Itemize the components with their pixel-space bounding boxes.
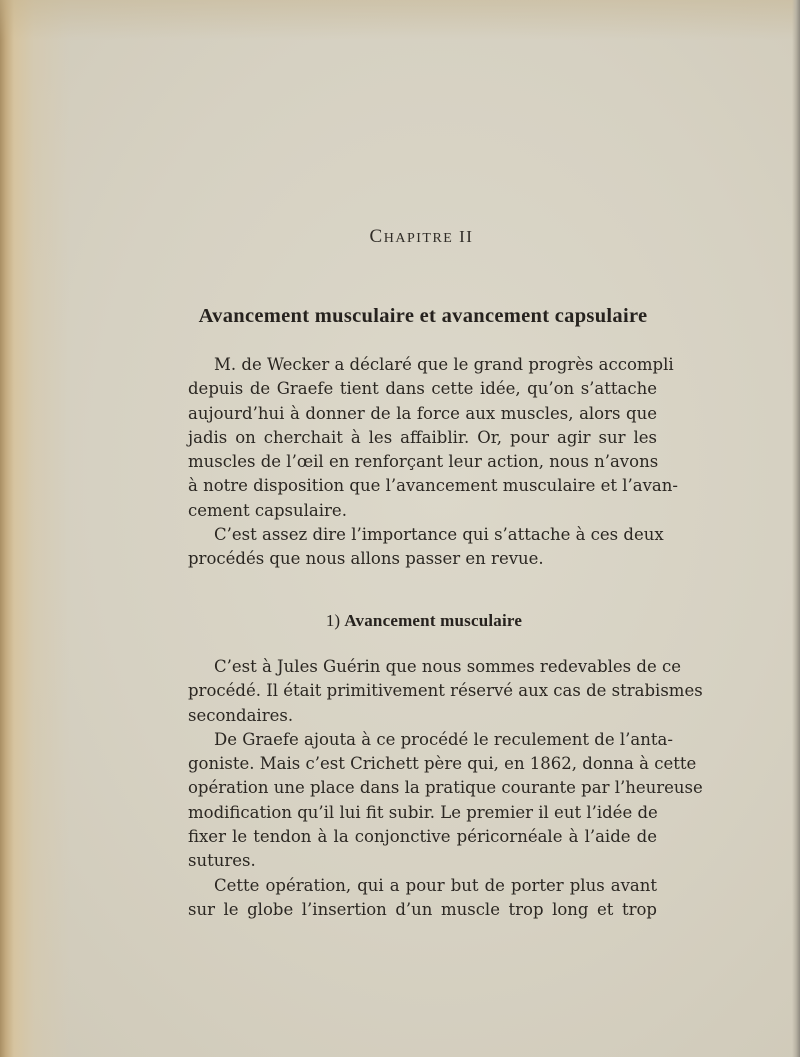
section-title: Avancement musculaire <box>344 611 523 630</box>
text-line: De Graefe ajouta à ce procédé le reculement de l’anta- <box>214 729 673 749</box>
chapter-numeral: II <box>459 227 474 246</box>
text-line: Cette opération, qui a pour but de porter plus avant <box>214 875 657 895</box>
text-line: procédé. Il était primitivement réservé aux cas de strabismes <box>188 681 703 701</box>
intro-text <box>188 353 678 572</box>
page-binding-shadow <box>0 0 70 1057</box>
page-top-shading <box>0 0 800 40</box>
chapter-heading <box>0 226 800 248</box>
section-heading <box>0 611 800 631</box>
text-line: depuis de Graefe tient dans cette idée, qu’on s’attache <box>188 379 657 399</box>
text-line: cement capsulaire. <box>188 500 347 520</box>
chapter-word: HAPITRE <box>383 231 454 246</box>
text-line: goniste. Mais c’est Crichett père qui, en 1862, donna à cette <box>188 754 697 774</box>
text-line: sutures. <box>188 851 256 871</box>
text-line: opération une place dans la pratique courante par l’heureuse <box>188 778 703 798</box>
text-line: M. de Wecker a déclaré que le grand progrès accompli <box>214 355 674 374</box>
text-line: sur le globe l’insertion d’un muscle trop long et trop <box>188 899 657 919</box>
text-line: procédés que nous allons passer en revue. <box>188 549 544 569</box>
text-line: C’est à Jules Guérin que nous sommes redevables de ce <box>214 657 681 676</box>
text-line: muscles de l’œil en renforçant leur action, nous n’avons <box>188 452 659 472</box>
page-right-edge <box>792 0 800 1057</box>
text-line: aujourd’hui à donner de la force aux muscles, alors que <box>188 403 657 423</box>
chapter-title: Avancement musculaire et avancement capsulaire <box>198 305 648 327</box>
section-number: 1) <box>325 611 341 630</box>
text-line: modification qu’il lui fit subir. Le premier il eut l’idée de <box>188 802 658 822</box>
chapter-initial: C <box>369 226 384 247</box>
text-line: secondaires. <box>188 705 294 725</box>
text-line: fixer le tendon à la conjonctive péricornéale à l’aide de <box>188 827 657 847</box>
text-line: C’est assez dire l’importance qui s’attache à ces deux <box>214 525 664 545</box>
text-line: jadis on cherchait à les affaiblir. Or, pour agir sur les <box>188 427 657 447</box>
text-line: à notre disposition que l’avancement musculaire et l’avan- <box>188 476 678 496</box>
section-text <box>188 655 703 922</box>
